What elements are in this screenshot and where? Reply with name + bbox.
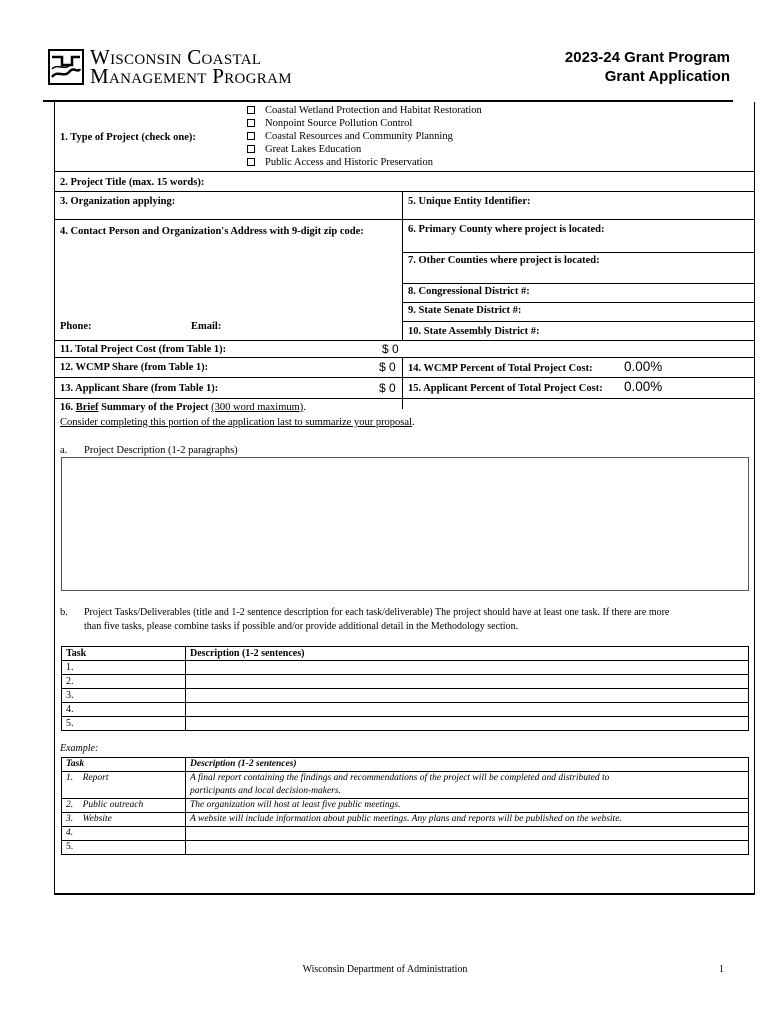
email-label: Email:	[191, 321, 222, 332]
checkbox-icon[interactable]	[247, 106, 255, 114]
table-row: 3. Website A website will include information about public meetings. Any plans and reports will be published on the website.	[62, 813, 749, 827]
applicant-share-label: 13. Applicant Share (from Table 1):	[60, 383, 219, 394]
logo-line-2: Management Program	[90, 64, 292, 88]
task-description-cell[interactable]	[186, 689, 749, 703]
checkbox-icon[interactable]	[247, 132, 255, 140]
task-description-cell[interactable]	[186, 703, 749, 717]
table-row[interactable]: 2.	[62, 675, 749, 689]
project-description-label: Project Description (1-2 paragraphs)	[84, 445, 238, 456]
state-senate-district-label: 9. State Senate District #:	[408, 305, 522, 316]
page-number: 1	[719, 964, 724, 975]
project-title-field[interactable]	[220, 173, 750, 189]
example-table	[61, 757, 749, 855]
option-planning[interactable]: Coastal Resources and Community Planning	[247, 130, 453, 143]
example-task-header: Task	[62, 758, 186, 772]
wcmp-percent-value[interactable]: 0.00%	[624, 359, 663, 374]
table-row: 2. Public outreach The organization will host at least five public meetings.	[62, 799, 749, 813]
option-nonpoint[interactable]: Nonpoint Source Pollution Control	[247, 117, 412, 130]
example-label: Example:	[60, 743, 99, 754]
table-row[interactable]: 1.	[62, 661, 749, 675]
option-education[interactable]: Great Lakes Education	[247, 143, 361, 156]
table-row[interactable]: 3.	[62, 689, 749, 703]
summary-note: Consider completing this portion of the application last to summarize your proposal.	[60, 417, 415, 428]
task-description-cell[interactable]	[186, 661, 749, 675]
tasks-table-header	[62, 647, 749, 661]
unique-entity-id-label: 5. Unique Entity Identifier:	[408, 196, 531, 207]
state-assembly-district-label: 10. State Assembly District #:	[408, 326, 540, 337]
table-row[interactable]: 5.	[62, 717, 749, 731]
summary-heading: 16. Brief Summary of the Project (300 word maximum).	[60, 402, 306, 413]
table-row: 1. Report A final report containing the findings and recommendations of the project will be completed and distributed to participants and local decision-makers.	[62, 772, 749, 799]
organization-label: 3. Organization applying:	[60, 196, 176, 207]
applicant-share-value[interactable]: $ 0	[379, 381, 396, 395]
project-description-field[interactable]	[61, 457, 749, 591]
option-public-access[interactable]: Public Access and Historic Preservation	[247, 156, 433, 169]
checkbox-icon[interactable]	[247, 158, 255, 166]
example-table-header	[62, 758, 749, 772]
wcmp-logo	[48, 47, 308, 87]
applicant-percent-label: 15. Applicant Percent of Total Project Cost:	[408, 383, 603, 394]
checkbox-icon[interactable]	[247, 119, 255, 127]
total-project-cost-label: 11. Total Project Cost (from Table 1):	[60, 344, 227, 355]
tasks-marker: b.	[60, 607, 68, 618]
wcmp-share-value[interactable]: $ 0	[379, 360, 396, 374]
checkbox-icon[interactable]	[247, 145, 255, 153]
task-description-cell[interactable]	[186, 675, 749, 689]
tasks-table	[61, 646, 749, 731]
table-row[interactable]: 4.	[62, 703, 749, 717]
other-counties-label: 7. Other Counties where project is located:	[408, 255, 600, 266]
tasks-instructions-2: than five tasks, please combine tasks if possible and/or provide additional detail in the Methodology section.	[84, 621, 519, 632]
option-wetland[interactable]: Coastal Wetland Protection and Habitat Restoration	[247, 104, 482, 117]
program-title: 2023-24 Grant Program	[564, 49, 730, 66]
logo-line-1: Wisconsin Coastal	[90, 45, 262, 69]
wcmp-share-label: 12. WCMP Share (from Table 1):	[60, 362, 209, 373]
applicant-percent-value[interactable]: 0.00%	[624, 379, 663, 394]
total-project-cost-value[interactable]: $ 0	[382, 342, 399, 356]
phone-label: Phone:	[60, 321, 92, 332]
table-row: 4.	[62, 827, 749, 841]
project-description-marker: a.	[60, 445, 68, 456]
task-column-header: Task	[62, 647, 186, 661]
contact-address-field[interactable]	[58, 240, 398, 318]
task-description-cell[interactable]	[186, 717, 749, 731]
primary-county-label: 6. Primary County where project is located:	[408, 224, 605, 235]
wcmp-percent-label: 14. WCMP Percent of Total Project Cost:	[408, 363, 593, 374]
congressional-district-label: 8. Congressional District #:	[408, 286, 530, 297]
example-description-header: Description (1-2 sentences)	[186, 758, 749, 772]
footer-agency: Wisconsin Department of Administration	[302, 964, 468, 975]
contact-person-label: 4. Contact Person and Organization's Address with 9-digit zip code:	[60, 226, 364, 237]
wcmp-logo-icon	[48, 49, 84, 85]
tasks-instructions-1: Project Tasks/Deliverables (title and 1-2 sentence description for each task/deliverable) The project should have at least one task. If there are more	[84, 607, 670, 618]
form-title: Grant Application	[604, 68, 730, 85]
project-title-label: 2. Project Title (max. 15 words):	[60, 177, 205, 188]
table-row: 5.	[62, 841, 749, 855]
type-of-project-label: 1. Type of Project (check one):	[60, 132, 196, 143]
description-column-header: Description (1-2 sentences)	[186, 647, 749, 661]
